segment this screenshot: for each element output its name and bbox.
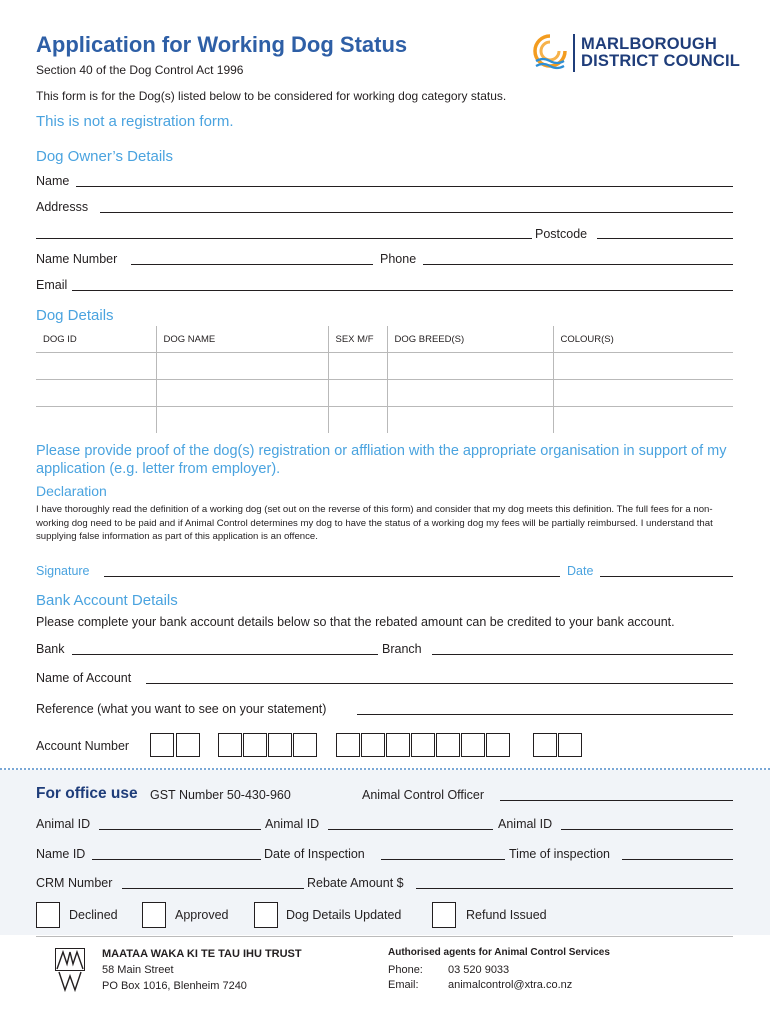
account-digit-box[interactable]: [461, 733, 485, 757]
account-digit-box[interactable]: [293, 733, 317, 757]
bank-instruction: Please complete your bank account details below so that the rebated amount can be credited to your bank account.: [36, 615, 675, 629]
col-breed: DOG BREED(S): [387, 326, 553, 353]
footer-divider: [36, 936, 733, 937]
logo-divider: [573, 34, 575, 72]
table-row: [36, 380, 733, 407]
logo-line-1: MARLBOROUGH: [581, 35, 718, 53]
account-digit-box[interactable]: [486, 733, 510, 757]
intro-text: This form is for the Dog(s) listed below to be considered for working dog category status.: [36, 89, 507, 103]
breed-cell[interactable]: [387, 380, 553, 407]
table-header-row: [36, 326, 733, 353]
col-dog-id: DOG ID: [36, 326, 156, 353]
address-label: Addresss: [36, 200, 89, 214]
animal-id-label: Animal ID: [498, 817, 553, 831]
animal-id-field[interactable]: [561, 829, 733, 830]
phone-label-footer: Phone:: [388, 964, 423, 976]
email-link[interactable]: animalcontrol@xtra.co.nz: [448, 979, 573, 991]
council-logo-icon: [532, 33, 568, 73]
account-number-label: Account Number: [36, 739, 130, 753]
animal-id-field[interactable]: [99, 829, 261, 830]
colour-cell[interactable]: [553, 380, 733, 407]
dog-details-table: [36, 326, 733, 433]
dog-id-cell[interactable]: [36, 407, 156, 434]
email-field[interactable]: [72, 290, 733, 291]
signature-field[interactable]: [104, 576, 560, 577]
colour-cell[interactable]: [553, 407, 733, 434]
declaration-text: I have thoroughly read the definition of a working dog (set out on the reverse of this form) and consider that my dog meets this definition. The full fees for a non-working dog need to be paid and if Animal Control determines my dog to have the status of a working dog my fees will be partially reimbursed. I understand that supplying false information as part of this application is an offence.: [36, 504, 713, 542]
officer-field[interactable]: [500, 800, 733, 801]
logo-line-2: DISTRICT COUNCIL: [581, 52, 741, 70]
name-field[interactable]: [76, 186, 733, 187]
account-digit-box[interactable]: [533, 733, 557, 757]
address-field[interactable]: [100, 212, 733, 213]
account-name-label: Name of Account: [36, 671, 132, 685]
trust-address-1: 58 Main Street: [102, 964, 174, 976]
rebate-field[interactable]: [416, 888, 733, 889]
reference-field[interactable]: [357, 714, 733, 715]
dog-id-cell[interactable]: [36, 380, 156, 407]
branch-field[interactable]: [432, 654, 733, 655]
phone-value: 03 520 9033: [448, 964, 510, 976]
account-name-field[interactable]: [146, 683, 733, 684]
declined-checkbox[interactable]: [36, 902, 60, 928]
date-field[interactable]: [600, 576, 733, 577]
colour-cell[interactable]: [553, 353, 733, 380]
col-dog-name: DOG NAME: [156, 326, 328, 353]
breed-cell[interactable]: [387, 353, 553, 380]
account-digit-box[interactable]: [150, 733, 174, 757]
name-id-label: Name ID: [36, 847, 86, 861]
not-registration-notice: This is not a registration form.: [36, 113, 234, 130]
refund-issued-label: Refund Issued: [466, 908, 547, 922]
time-inspection-label: Time of inspection: [509, 847, 610, 861]
bank-field[interactable]: [72, 654, 378, 655]
account-digit-box[interactable]: [218, 733, 242, 757]
name-label: Name: [36, 174, 70, 188]
sex-cell[interactable]: [328, 380, 387, 407]
animal-id-label: Animal ID: [36, 817, 91, 831]
account-digit-box[interactable]: [361, 733, 385, 757]
proof-notice: Please provide proof of the dog(s) registration or affliation with the appropriate organisation in support of my application (e.g. letter from employer).: [36, 443, 727, 477]
gst-number: GST Number 50-430-960: [150, 788, 291, 802]
bank-label: Bank: [36, 642, 65, 656]
col-colour: COLOUR(S): [553, 326, 733, 353]
dog-name-cell[interactable]: [156, 380, 328, 407]
dog-id-cell[interactable]: [36, 353, 156, 380]
approved-checkbox[interactable]: [142, 902, 166, 928]
phone-field[interactable]: [423, 264, 733, 265]
signature-label: Signature: [36, 564, 90, 578]
phone-label: Phone: [380, 252, 417, 266]
crm-label: CRM Number: [36, 876, 113, 890]
dog-details-updated-label: Dog Details Updated: [286, 908, 402, 922]
account-digit-box[interactable]: [268, 733, 292, 757]
sex-cell[interactable]: [328, 353, 387, 380]
trust-name: MAATAA WAKA KI TE TAU IHU TRUST: [102, 948, 302, 960]
council-logo-text: [581, 36, 740, 70]
animal-id-label: Animal ID: [265, 817, 320, 831]
account-digit-box[interactable]: [243, 733, 267, 757]
date-inspection-label: Date of Inspection: [264, 847, 365, 861]
dog-details-updated-checkbox[interactable]: [254, 902, 278, 928]
bank-section-heading: Bank Account Details: [36, 592, 178, 609]
sex-cell[interactable]: [328, 407, 387, 434]
name-id-field[interactable]: [92, 859, 261, 860]
account-digit-box[interactable]: [436, 733, 460, 757]
email-label: Email: [36, 278, 68, 292]
crm-field[interactable]: [122, 888, 304, 889]
table-row: [36, 353, 733, 380]
dog-name-cell[interactable]: [156, 407, 328, 434]
agents-heading: Authorised agents for Animal Control Services: [388, 947, 610, 958]
time-inspection-field[interactable]: [622, 859, 733, 860]
account-digit-box[interactable]: [336, 733, 360, 757]
page-subtitle: Section 40 of the Dog Control Act 1996: [36, 63, 244, 77]
trust-address-2: PO Box 1016, Blenheim 7240: [102, 980, 247, 992]
declaration-heading: Declaration: [36, 483, 107, 499]
trust-logo-icon: [55, 948, 85, 992]
approved-label: Approved: [175, 908, 229, 922]
date-label: Date: [567, 564, 594, 578]
page-title: Application for Working Dog Status: [36, 32, 408, 57]
address-field-line-2[interactable]: [36, 238, 532, 239]
declined-label: Declined: [69, 908, 118, 922]
col-sex: SEX M/F: [328, 326, 387, 353]
animal-id-field[interactable]: [328, 829, 493, 830]
name-number-label: Name Number: [36, 252, 118, 266]
account-digit-box[interactable]: [176, 733, 200, 757]
officer-label: Animal Control Officer: [362, 788, 485, 802]
office-use-heading: For office use: [36, 785, 138, 802]
account-digit-box[interactable]: [411, 733, 435, 757]
reference-label: Reference (what you want to see on your statement): [36, 702, 327, 716]
name-number-field[interactable]: [131, 264, 373, 265]
owner-section-heading: Dog Owner’s Details: [36, 148, 173, 165]
refund-issued-checkbox[interactable]: [432, 902, 456, 928]
branch-label: Branch: [382, 642, 422, 656]
account-digit-box[interactable]: [386, 733, 410, 757]
rebate-label: Rebate Amount $: [307, 876, 404, 890]
dog-name-cell[interactable]: [156, 353, 328, 380]
account-digit-box[interactable]: [558, 733, 582, 757]
table-row: [36, 407, 733, 434]
dog-section-heading: Dog Details: [36, 307, 114, 324]
date-inspection-field[interactable]: [381, 859, 505, 860]
postcode-field[interactable]: [597, 238, 733, 239]
breed-cell[interactable]: [387, 407, 553, 434]
email-label-footer: Email:: [388, 979, 419, 991]
postcode-label: Postcode: [535, 227, 588, 241]
